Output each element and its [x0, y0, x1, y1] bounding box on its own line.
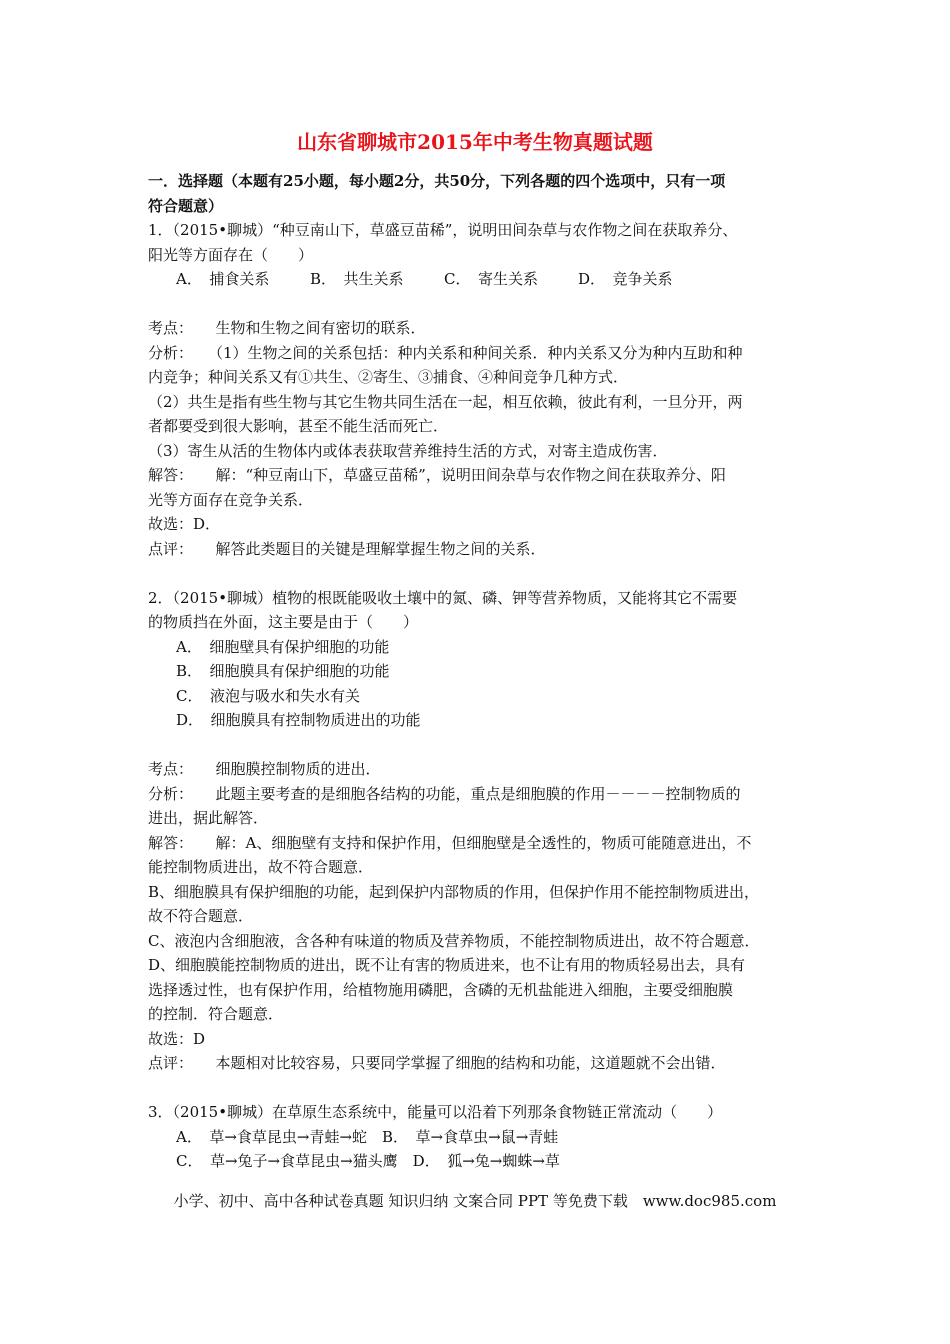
q1-stem: 1．（2015•聊城）“种豆南山下，草盛豆苗稀”，说明田间杂草与农作物之间在获取养分、	[148, 221, 738, 239]
q2-option-b: B． 细胞膜具有保护细胞的功能	[176, 662, 390, 680]
section-heading-cont: 符合题意）	[148, 196, 224, 215]
q2-analysis-cont: 进出，据此解答．	[148, 809, 269, 827]
q2-answer-cont: 能控制物质进出，故不符合题意．	[148, 858, 374, 876]
q1-option-a: A． 捕食关系	[176, 270, 270, 288]
q2-stem-cont: 的物质挡在外面，这主要是由于（ ）	[148, 613, 419, 631]
q1-choice: 故选：D．	[148, 515, 221, 533]
q2-kaodian: 考点： 细胞膜控制物质的进出．	[148, 760, 381, 778]
spacer	[148, 561, 828, 586]
q1-option-c: C． 寄生关系	[444, 270, 538, 288]
page-footer: 小学、初中、高中各种试卷真题 知识归纳 文案合同 PPT 等免费下载 www.doc985.com	[173, 1192, 777, 1210]
section-heading: 一．选择题（本题有25小题，每小题2分，共50分，下列各题的四个选项中，只有一项	[148, 172, 726, 190]
q1-analysis-cont: （3）寄生从活的生物体内或体表获取营养维持生活的方式，对寄主造成伤害．	[148, 441, 668, 460]
q3-options-row-1: A． 草→食草昆虫→青蛙→蛇 B． 草→食草虫→鼠→青蛙	[176, 1127, 559, 1146]
q1-options	[148, 267, 828, 292]
spacer	[148, 1076, 828, 1101]
q1-analysis-cont: （2）共生是指有些生物与其它生物共同生活在一起，相互依赖，彼此有利，一旦分开，两	[148, 392, 743, 411]
q1-answer: 解答： 解：“种豆南山下，草盛豆苗稀”，说明田间杂草与农作物之间在获取养分、阳	[148, 466, 726, 484]
q1-stem-cont: 阳光等方面存在（ ）	[148, 245, 314, 264]
q1-kaodian: 考点： 生物和生物之间有密切的联系．	[148, 319, 426, 337]
q1-option-d: D． 竞争关系	[578, 270, 673, 288]
q1-analysis-cont: 内竞争；种间关系又有①共生、②寄生、③捕食、④种间竞争几种方式．	[148, 368, 629, 386]
q2-answer-cont: 选择透过性，也有保护作用，给植物施用磷肥，含磷的无机盐能进入细胞，主要受细胞膜	[148, 980, 734, 999]
q1-analysis: 分析： （1）生物之间的关系包括：种内关系和种间关系．种内关系又分为种内互助和种	[148, 343, 743, 362]
page-title: 山东省聊城市2015年中考生物真题试题	[297, 130, 653, 154]
q1-answer-cont: 光等方面存在竞争关系．	[148, 490, 314, 509]
spacer	[148, 292, 828, 317]
q2-option-c: C． 液泡与吸水和失水有关	[176, 686, 360, 705]
q2-answer-cont: 的控制．符合题意．	[148, 1005, 284, 1023]
q3-stem: 3．（2015•聊城）在草原生态系统中，能量可以沿着下列那条食物链正常流动（ ）	[148, 1103, 723, 1121]
q2-answer: 解答： 解：A、细胞壁有支持和保护作用，但细胞壁是全透性的，物质可能随意进出，不	[148, 833, 752, 852]
q2-answer-cont: 故不符合题意．	[148, 907, 254, 925]
q2-option-a: A． 细胞壁具有保护细胞的功能	[176, 637, 390, 656]
q2-answer-cont: C、液泡内含细胞液，含各种有味道的物质及营养物质，不能控制物质进出，故不符合题意．	[148, 931, 760, 950]
q2-stem: 2．（2015•聊城）植物的根既能吸收土壤中的氮、磷、钾等营养物质，又能将其它不需要	[148, 588, 738, 607]
spacer	[148, 733, 828, 758]
q1-analysis-cont: 者都要受到很大影响，甚至不能生活而死亡．	[148, 417, 449, 435]
q1-option-b: B． 共生关系	[310, 270, 404, 288]
q2-analysis: 分析： 此题主要考查的是细胞各结构的功能，重点是细胞膜的作用－－－－控制物质的	[148, 784, 741, 803]
q2-option-d: D． 细胞膜具有控制物质进出的功能	[176, 711, 421, 729]
q2-comment: 点评： 本题相对比较容易，只要同学掌握了细胞的结构和功能，这道题就不会出错．	[148, 1054, 726, 1072]
q2-choice: 故选：D	[148, 1029, 206, 1048]
document-body	[148, 169, 828, 1174]
q2-answer-cont: D、细胞膜能控制物质的进出，既不让有害的物质进来，也不让有用的物质轻易出去，具有	[148, 956, 746, 974]
q3-options-row-2: C． 草→兔子→食草昆虫→猫头鹰 D． 狐→兔→蜘蛛→草	[176, 1152, 560, 1170]
q2-answer-cont: B、细胞膜具有保护细胞的功能，起到保护内部物质的作用，但保护作用不能控制物质进出，	[148, 882, 760, 901]
q1-comment: 点评： 解答此类题目的关键是理解掌握生物之间的关系．	[148, 539, 546, 558]
